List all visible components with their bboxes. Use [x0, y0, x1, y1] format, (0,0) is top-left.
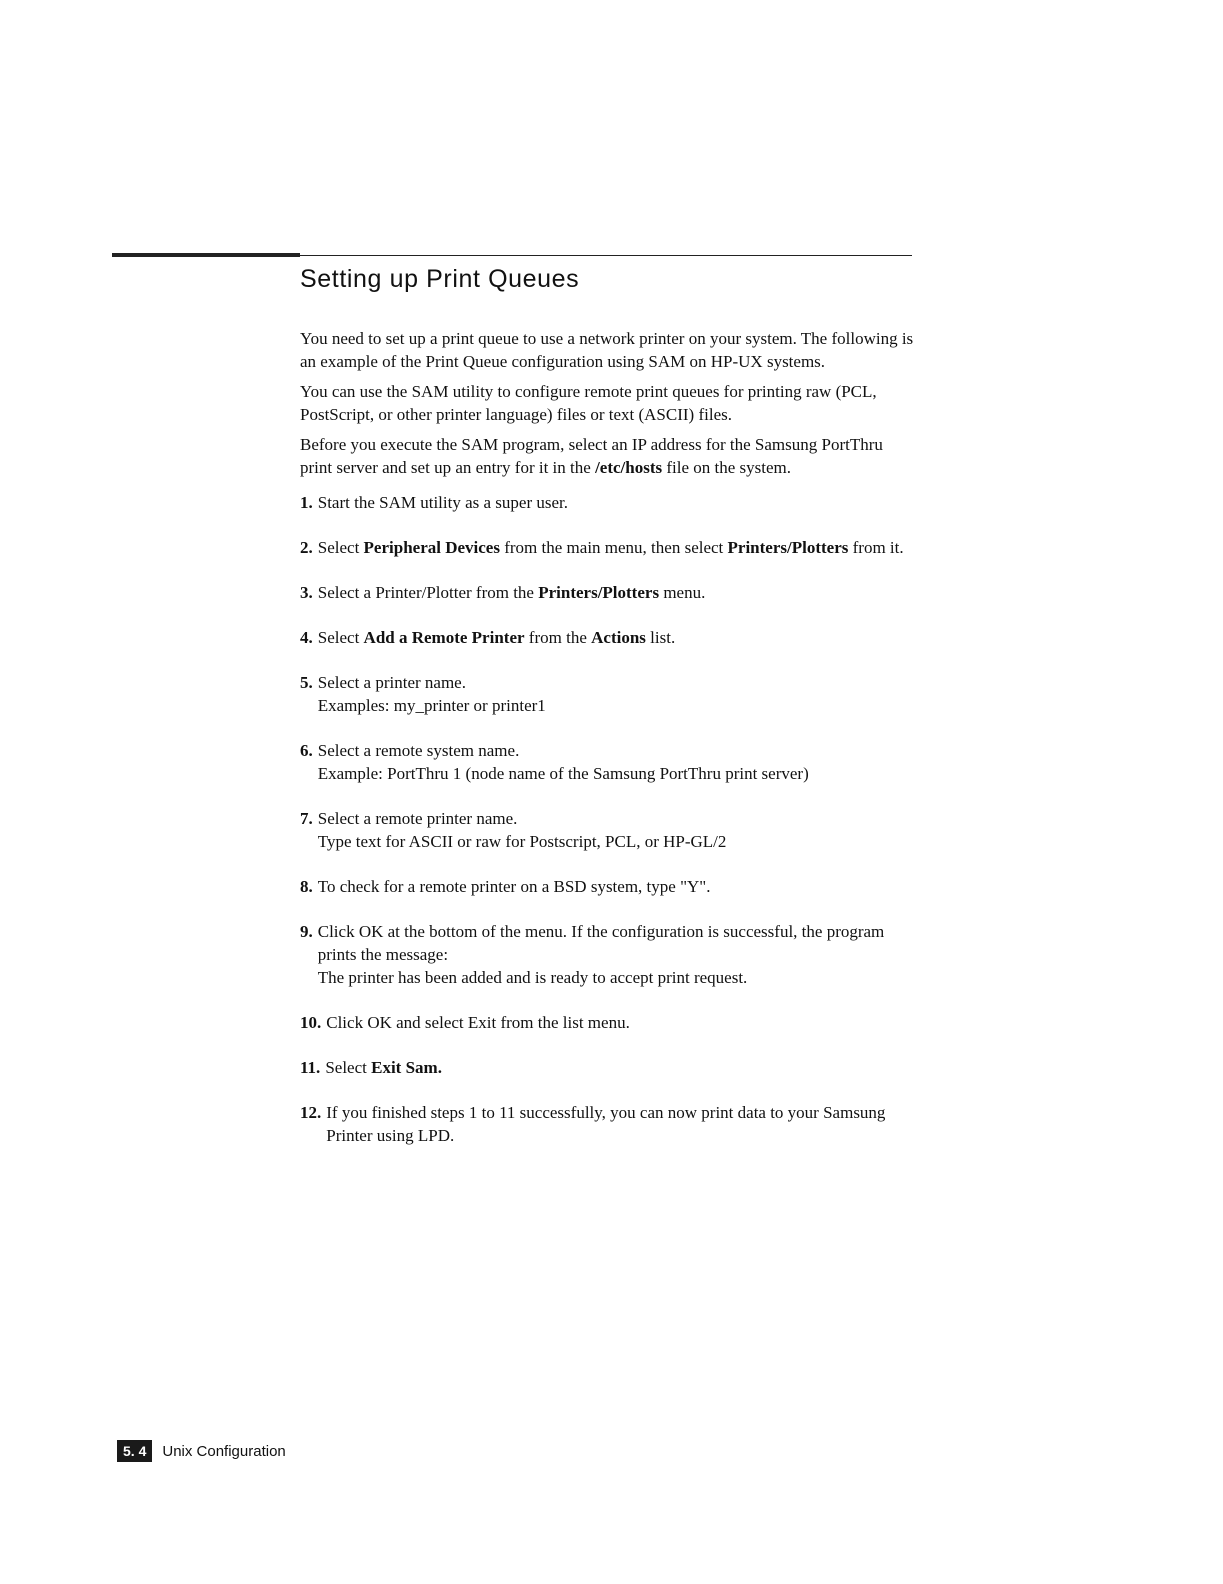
step-body — [318, 920, 915, 989]
step-number: 6. — [300, 741, 313, 760]
header-rule-thick — [112, 253, 300, 257]
step-body — [318, 807, 915, 853]
page-number-badge: 5. 4 — [117, 1440, 152, 1462]
step-body — [326, 1101, 915, 1147]
step-body — [325, 1056, 915, 1079]
step-item — [300, 581, 915, 604]
step-item — [300, 491, 915, 514]
step-line: Type text for ASCII or raw for Postscript, PCL, or HP-GL/2 — [317, 832, 727, 851]
step-number: 5. — [300, 673, 313, 692]
step-line: Start the SAM utility as a super user. — [317, 493, 569, 512]
step-line: Select a Printer/Plotter from the Printers/Plotters menu. — [317, 583, 706, 602]
header-rule — [300, 255, 912, 256]
step-body — [318, 875, 915, 898]
document-body — [300, 327, 915, 1169]
step-item — [300, 920, 915, 989]
step-number: 3. — [300, 583, 313, 602]
step-line: The printer has been added and is ready to accept print request. — [317, 968, 748, 987]
step-item — [300, 875, 915, 898]
step-number: 12. — [300, 1103, 322, 1122]
step-number: 1. — [300, 493, 313, 512]
step-line: Click OK at the bottom of the menu. If the configuration is successful, the program prints the message: — [317, 922, 885, 964]
step-number: 9. — [300, 922, 313, 941]
step-item — [300, 1056, 915, 1079]
step-number: 7. — [300, 809, 313, 828]
step-body — [318, 491, 915, 514]
step-body — [318, 671, 915, 717]
intro-paragraph: Before you execute the SAM program, select an IP address for the Samsung PortThru print server and set up an entry for it in the /etc/hosts file on the system. — [300, 435, 883, 477]
step-line: Select Exit Sam. — [325, 1058, 442, 1077]
step-number: 4. — [300, 628, 313, 647]
step-body — [318, 581, 915, 604]
step-line: Select a remote system name. — [317, 741, 520, 760]
step-number: 10. — [300, 1013, 322, 1032]
step-line: Select Add a Remote Printer from the Actions list. — [317, 628, 676, 647]
steps-list — [300, 491, 915, 1147]
step-number: 2. — [300, 538, 313, 557]
step-item — [300, 807, 915, 853]
step-line: Select Peripheral Devices from the main menu, then select Printers/Plotters from it. — [317, 538, 904, 557]
step-body — [318, 536, 915, 559]
intro-paragraph: You need to set up a print queue to use a network printer on your system. The following is an example of the Print Queue configuration using SAM on HP-UX systems. — [300, 329, 914, 371]
step-body — [318, 626, 915, 649]
step-body — [318, 739, 915, 785]
step-item — [300, 739, 915, 785]
step-item — [300, 671, 915, 717]
step-number: 8. — [300, 877, 313, 896]
step-item — [300, 1101, 915, 1147]
page-title: Setting up Print Queues — [300, 265, 580, 293]
step-item — [300, 626, 915, 649]
step-line: Select a printer name. — [317, 673, 466, 692]
page-footer — [117, 1440, 286, 1462]
step-line: Example: PortThru 1 (node name of the Samsung PortThru print server) — [317, 764, 809, 783]
step-line: To check for a remote printer on a BSD system, type "Y". — [317, 877, 711, 896]
step-item — [300, 1011, 915, 1034]
step-item — [300, 536, 915, 559]
step-line: If you finished steps 1 to 11 successfully, you can now print data to your Samsung Printer using LPD. — [326, 1103, 886, 1145]
intro-paragraph: You can use the SAM utility to configure remote print queues for printing raw (PCL, PostScript, or other printer language) files or text (ASCII) files. — [300, 382, 877, 424]
step-number: 11. — [300, 1058, 321, 1077]
step-body — [326, 1011, 915, 1034]
step-line: Examples: my_printer or printer1 — [317, 696, 546, 715]
section-label: Unix Configuration — [162, 1442, 286, 1460]
step-line: Select a remote printer name. — [317, 809, 518, 828]
step-line: Click OK and select Exit from the list menu. — [326, 1013, 630, 1032]
